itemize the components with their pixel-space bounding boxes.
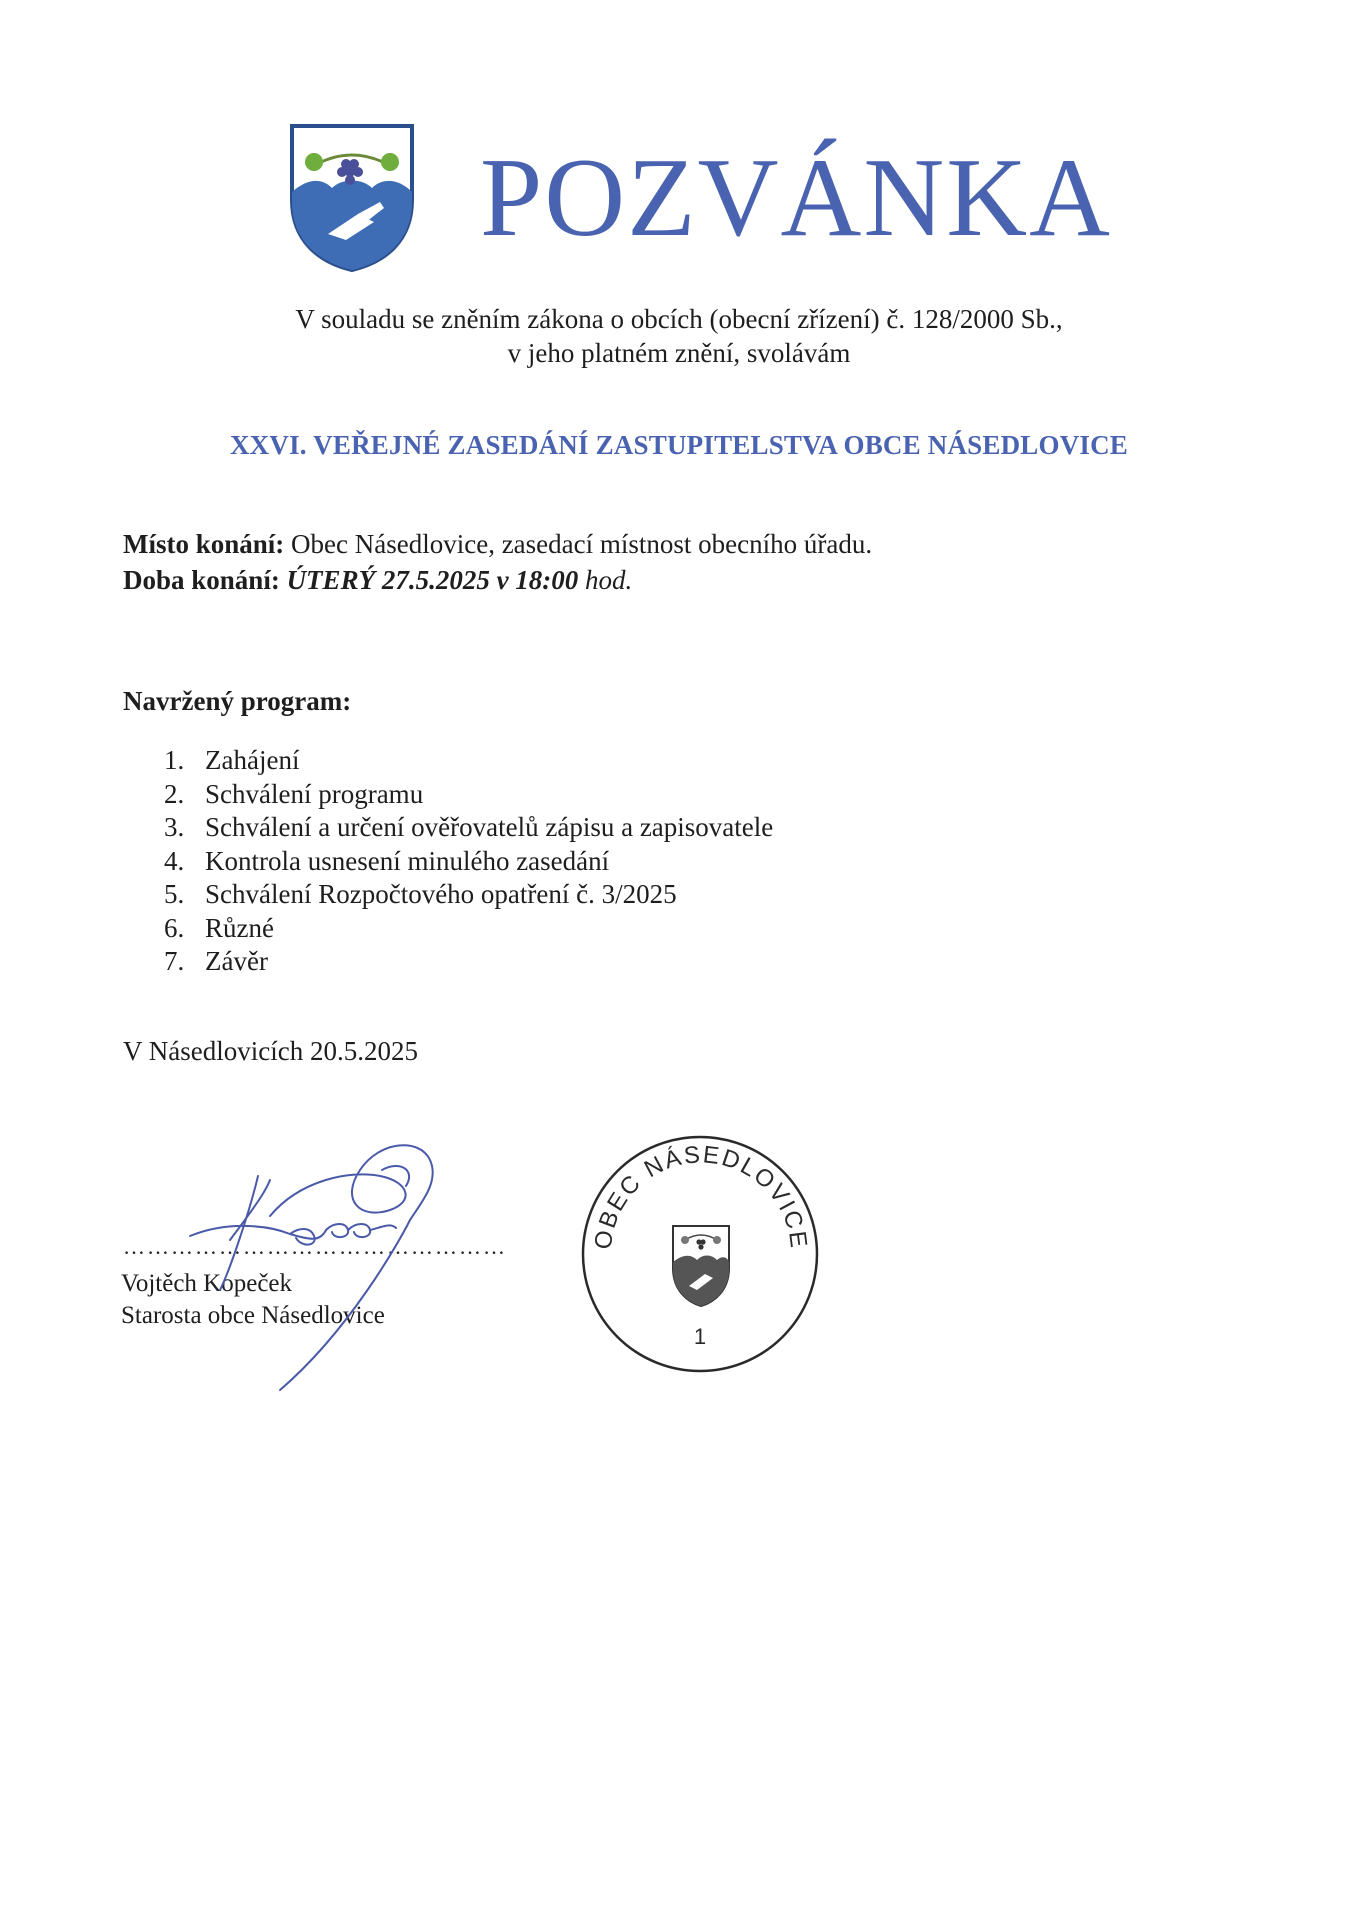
signature-icon	[170, 1130, 530, 1410]
item-number: 1.	[164, 745, 185, 775]
item-text: Závěr	[205, 946, 268, 976]
intro-text	[0, 302, 1358, 370]
item-text: Schválení programu	[205, 778, 424, 809]
item-text: Schválení a určení ověřovatelů zápisu a zapisovatele	[205, 812, 774, 842]
page-title: POZVÁNKA	[480, 136, 1112, 260]
time-label: Doba konání:	[123, 565, 280, 595]
item-text: Kontrola usnesení minulého zasedání	[205, 845, 610, 876]
signer-name: Vojtěch Kopeček	[121, 1270, 293, 1297]
list-item	[0, 945, 773, 979]
list-item	[0, 744, 773, 778]
item-text: Schválení Rozpočtového opatření č. 3/2025	[205, 879, 677, 909]
item-text: Zahájení	[205, 745, 300, 775]
time-suffix: hod.	[578, 565, 633, 595]
item-text: Různé	[205, 912, 274, 943]
intro-line-2: v jeho platném znění, svolávám	[507, 338, 851, 368]
official-stamp-icon	[578, 1132, 823, 1377]
signer-role: Starosta obce Násedlovice	[121, 1302, 385, 1329]
list-item	[0, 845, 773, 879]
time-row	[123, 562, 872, 598]
coat-of-arms-icon	[288, 122, 416, 272]
place-label: Místo konání:	[123, 529, 285, 559]
meeting-details	[123, 526, 872, 598]
list-item	[0, 811, 773, 845]
signature-line: …………………………………………	[123, 1234, 507, 1259]
intro-line-1: V souladu se zněním zákona o obcích (obecní zřízení) č. 128/2000 Sb.,	[295, 304, 1063, 334]
item-number: 4.	[164, 845, 185, 876]
place-value: Obec Násedlovice, zasedací místnost obecního úřadu.	[284, 529, 873, 559]
list-item	[0, 778, 773, 812]
list-item	[0, 912, 773, 946]
meeting-title: XXVI. VEŘEJNÉ ZASEDÁNÍ ZASTUPITELSTVA OBCE NÁSEDLOVICE	[229, 430, 1129, 460]
item-number: 2.	[164, 778, 185, 809]
item-number: 3.	[164, 812, 185, 842]
stamp-text: OBEC NÁSEDLOVICE	[589, 1141, 813, 1251]
program-heading: Navržený program:	[123, 686, 352, 716]
item-number: 6.	[164, 912, 185, 943]
item-number: 5.	[164, 879, 185, 909]
stamp-number: 1	[693, 1324, 707, 1349]
item-number: 7.	[164, 946, 185, 976]
place-row	[123, 526, 872, 562]
program-list	[0, 744, 773, 979]
time-value: ÚTERÝ 27.5.2025 v 18:00	[279, 565, 579, 595]
place-and-date: V Násedlovicích 20.5.2025	[123, 1036, 418, 1066]
list-item	[0, 878, 773, 912]
